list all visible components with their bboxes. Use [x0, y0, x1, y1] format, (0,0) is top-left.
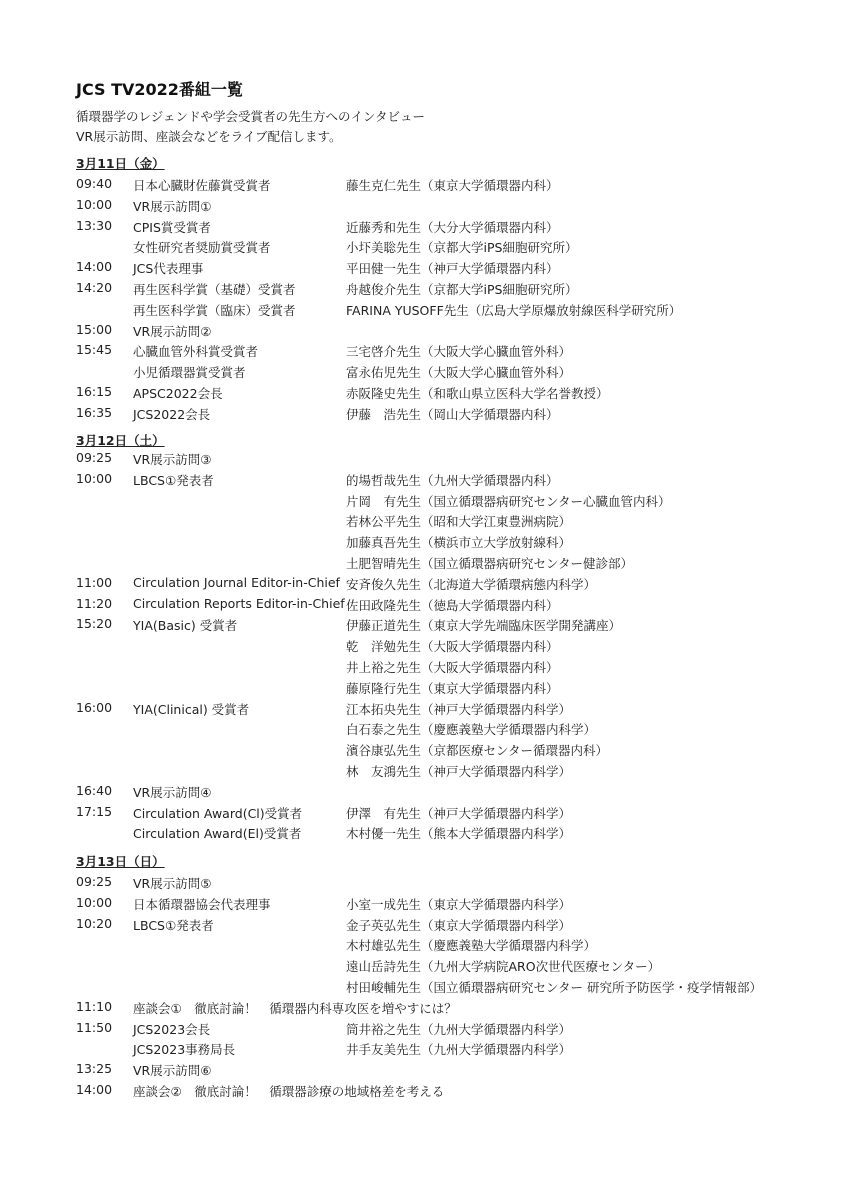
time-slot: 11:10 — [76, 998, 113, 1014]
schedule-row — [0, 512, 848, 533]
time-slot: 13:30 — [76, 217, 113, 233]
program-title: Circulation Award(El)受賞者 — [133, 826, 302, 842]
schedule-row — [0, 218, 848, 239]
guest-name: 的場哲哉先生（九州大学循環器内科） — [346, 472, 559, 488]
program-title: VR展示訪問① — [133, 198, 212, 214]
schedule-row — [0, 322, 848, 343]
time-slot: 16:35 — [76, 404, 113, 420]
program-title: 女性研究者奨励賞受賞者 — [133, 240, 271, 256]
guest-name: 木村優一先生（熊本大学循環器内科学） — [346, 826, 572, 842]
guest-name: 木村雄弘先生（慶應義塾大学循環器内科学） — [346, 938, 597, 954]
schedule-row — [0, 575, 848, 596]
schedule-row — [0, 741, 848, 762]
guest-name: 加藤真吾先生（横浜市立大学放射線科） — [346, 535, 572, 551]
schedule-row — [0, 176, 848, 197]
guest-name: 井上裕之先生（大阪大学循環器内科） — [346, 660, 559, 675]
schedule-row — [0, 783, 848, 804]
schedule-row — [0, 342, 848, 363]
schedule-row — [0, 762, 848, 783]
program-title: VR展示訪問② — [133, 323, 212, 339]
schedule-row — [0, 596, 848, 617]
guest-name: 安斉俊久先生（北海道大学循環病態内科学） — [346, 576, 597, 592]
schedule-row — [0, 1082, 848, 1103]
schedule-row — [0, 999, 848, 1020]
program-title: 座談会① 徹底討論！ 循環器内科専攻医を増やすには？ — [133, 1000, 457, 1016]
program-title: VR展示訪問⑥ — [133, 1063, 212, 1079]
program-title: YIA(Basic) 受賞者 — [133, 618, 238, 634]
schedule-row — [0, 301, 848, 322]
schedule-row — [0, 533, 848, 554]
guest-name: 筒井裕之先生（九州大学循環器内科学） — [346, 1021, 572, 1037]
guest-name: 濱谷康弘先生（京都医療センター循環器内科） — [346, 743, 609, 759]
guest-name: 近藤秀和先生（大分大学循環器内科） — [346, 219, 559, 235]
time-slot: 10:20 — [76, 915, 113, 931]
time-slot: 15:00 — [76, 321, 113, 337]
schedule-row — [0, 916, 848, 937]
schedule-row — [0, 554, 848, 575]
program-title: 再生医科学賞（臨床）受賞者 — [133, 302, 296, 318]
program-title: VR展示訪問③ — [133, 452, 212, 467]
schedule-row — [0, 679, 848, 700]
time-slot: 14:20 — [76, 280, 113, 295]
program-title: JCS2023事務局長 — [133, 1042, 236, 1058]
program-title: CPIS賞受賞者 — [133, 219, 211, 235]
time-slot: 17:15 — [76, 803, 113, 819]
guest-name: 江本拓央先生（神戸大学循環器内科学） — [346, 701, 572, 717]
time-slot: 14:00 — [76, 259, 113, 275]
guest-name: 井手友美先生（九州大学循環器内科学） — [346, 1042, 572, 1058]
program-title: VR展示訪問⑤ — [133, 876, 212, 891]
time-slot: 11:50 — [76, 1019, 113, 1035]
schedule-row — [0, 1020, 848, 1041]
time-slot: 09:40 — [76, 176, 113, 191]
program-title: LBCS①発表者 — [133, 917, 214, 933]
program-title: VR展示訪問④ — [133, 784, 212, 800]
schedule-row — [0, 384, 848, 405]
program-title: LBCS①発表者 — [133, 472, 214, 488]
program-title: 日本心臓財佐藤賞受賞者 — [133, 178, 271, 193]
schedule-row — [0, 895, 848, 916]
program-title: JCS2022会長 — [133, 406, 211, 422]
time-slot: 16:00 — [76, 699, 113, 715]
guest-name: 村田峻輔先生（国立循環器病研究センター 研究所予防医学・疫学情報部） — [346, 980, 762, 995]
program-title: 日本循環器協会代表理事 — [133, 896, 271, 912]
schedule-row — [0, 238, 848, 259]
schedule-row — [0, 658, 848, 679]
intro-line: VR展示訪問、座談会などをライブ配信します。 — [76, 129, 342, 144]
guest-name: 林 友鴻先生（神戸大学循環器内科学） — [346, 764, 572, 779]
program-title: JCS代表理事 — [133, 261, 204, 277]
time-slot: 13:25 — [76, 1061, 113, 1077]
schedule-row — [0, 492, 848, 513]
program-title: 座談会② 徹底討論！ 循環器診療の地域格差を考える — [133, 1084, 445, 1099]
guest-name: 遠山岳詩先生（九州大学病院ARO次世代医療センター） — [346, 959, 661, 975]
time-slot: 10:00 — [76, 196, 113, 212]
guest-name: 土肥智晴先生（国立循環器病研究センター健診部） — [346, 556, 634, 571]
time-slot: 09:25 — [76, 450, 113, 465]
time-slot: 11:00 — [76, 574, 113, 590]
schedule-row — [0, 874, 848, 895]
time-slot: 09:25 — [76, 874, 113, 889]
time-slot: 14:00 — [76, 1082, 113, 1097]
schedule-row — [0, 280, 848, 301]
guest-name: FARINA YUSOFF先生（広島大学原爆放射線医科学研究所） — [346, 302, 682, 318]
day-heading: 3月12日（土） — [76, 433, 165, 448]
guest-name: 佐田政隆先生（徳島大学循環器内科） — [346, 597, 559, 613]
schedule-row — [0, 363, 848, 384]
schedule-row — [0, 197, 848, 218]
page-title: JCS TV2022番組一覧 — [76, 80, 243, 99]
time-slot: 10:00 — [76, 894, 113, 910]
schedule-row — [0, 471, 848, 492]
schedule-row — [0, 616, 848, 637]
day-heading: 3月11日（金） — [76, 156, 165, 171]
guest-name: 乾 洋勉先生（大阪大学循環器内科） — [346, 639, 559, 655]
intro-line: 循環器学のレジェンドや学会受賞者の先生方へのインタビュー — [76, 109, 425, 124]
guest-name: 片岡 有先生（国立循環器病研究センター心臓血管内科） — [346, 493, 671, 509]
guest-name: 舟越俊介先生（京都大学iPS細胞研究所） — [346, 282, 578, 297]
program-title: YIA(Clinical) 受賞者 — [133, 701, 250, 717]
time-slot: 15:45 — [76, 342, 113, 358]
day-heading: 3月13日（日） — [76, 854, 165, 869]
guest-name: 赤阪隆史先生（和歌山県立医科大学名誉教授） — [346, 386, 609, 401]
schedule-row — [0, 700, 848, 721]
time-slot: 10:00 — [76, 470, 113, 486]
program-title: 再生医科学賞（基礎）受賞者 — [133, 282, 296, 297]
time-slot: 16:15 — [76, 384, 113, 399]
guest-name: 藤生克仁先生（東京大学循環器内科） — [346, 178, 559, 193]
schedule-row — [0, 405, 848, 426]
schedule-row — [0, 720, 848, 741]
program-title: APSC2022会長 — [133, 386, 223, 401]
schedule-row — [0, 936, 848, 957]
schedule-row — [0, 978, 848, 999]
program-title: 心臓血管外科賞受賞者 — [133, 344, 259, 360]
schedule-row — [0, 1061, 848, 1082]
schedule-row — [0, 1040, 848, 1061]
schedule-row — [0, 259, 848, 280]
program-title: Circulation Journal Editor-in-Chief — [133, 574, 340, 590]
schedule-row — [0, 957, 848, 978]
time-slot: 15:20 — [76, 616, 113, 632]
guest-name: 若林公平先生（昭和大学江東豊洲病院） — [346, 514, 572, 530]
program-title: 小児循環器賞受賞者 — [133, 365, 246, 381]
guest-name: 金子英弘先生（東京大学循環器内科学） — [346, 917, 572, 933]
guest-name: 平田健一先生（神戸大学循環器内科） — [346, 261, 559, 277]
program-title: Circulation Reports Editor-in-Chief — [133, 595, 345, 611]
time-slot: 16:40 — [76, 782, 113, 798]
time-slot: 11:20 — [76, 595, 113, 611]
program-title: JCS2023会長 — [133, 1021, 211, 1037]
guest-name: 小圷美聡先生（京都大学iPS細胞研究所） — [346, 240, 578, 256]
program-title: Circulation Award(Cl)受賞者 — [133, 805, 303, 821]
schedule-row — [0, 637, 848, 658]
guest-name: 富永佑児先生（大阪大学心臓血管外科） — [346, 365, 572, 381]
guest-name: 藤原隆行先生（東京大学循環器内科） — [346, 680, 559, 696]
guest-name: 三宅啓介先生（大阪大学心臓血管外科） — [346, 344, 572, 360]
guest-name: 白石泰之先生（慶應義塾大学循環器内科学） — [346, 722, 597, 738]
schedule-row — [0, 824, 848, 845]
guest-name: 伊藤正道先生（東京大学先端臨床医学開発講座） — [346, 618, 622, 634]
guest-name: 小室一成先生（東京大学循環器内科学） — [346, 896, 572, 912]
guest-name: 伊藤 浩先生（岡山大学循環器内科） — [346, 406, 559, 422]
schedule-row — [0, 450, 848, 471]
schedule-row — [0, 804, 848, 825]
guest-name: 伊澤 有先生（神戸大学循環器内科学） — [346, 805, 572, 821]
